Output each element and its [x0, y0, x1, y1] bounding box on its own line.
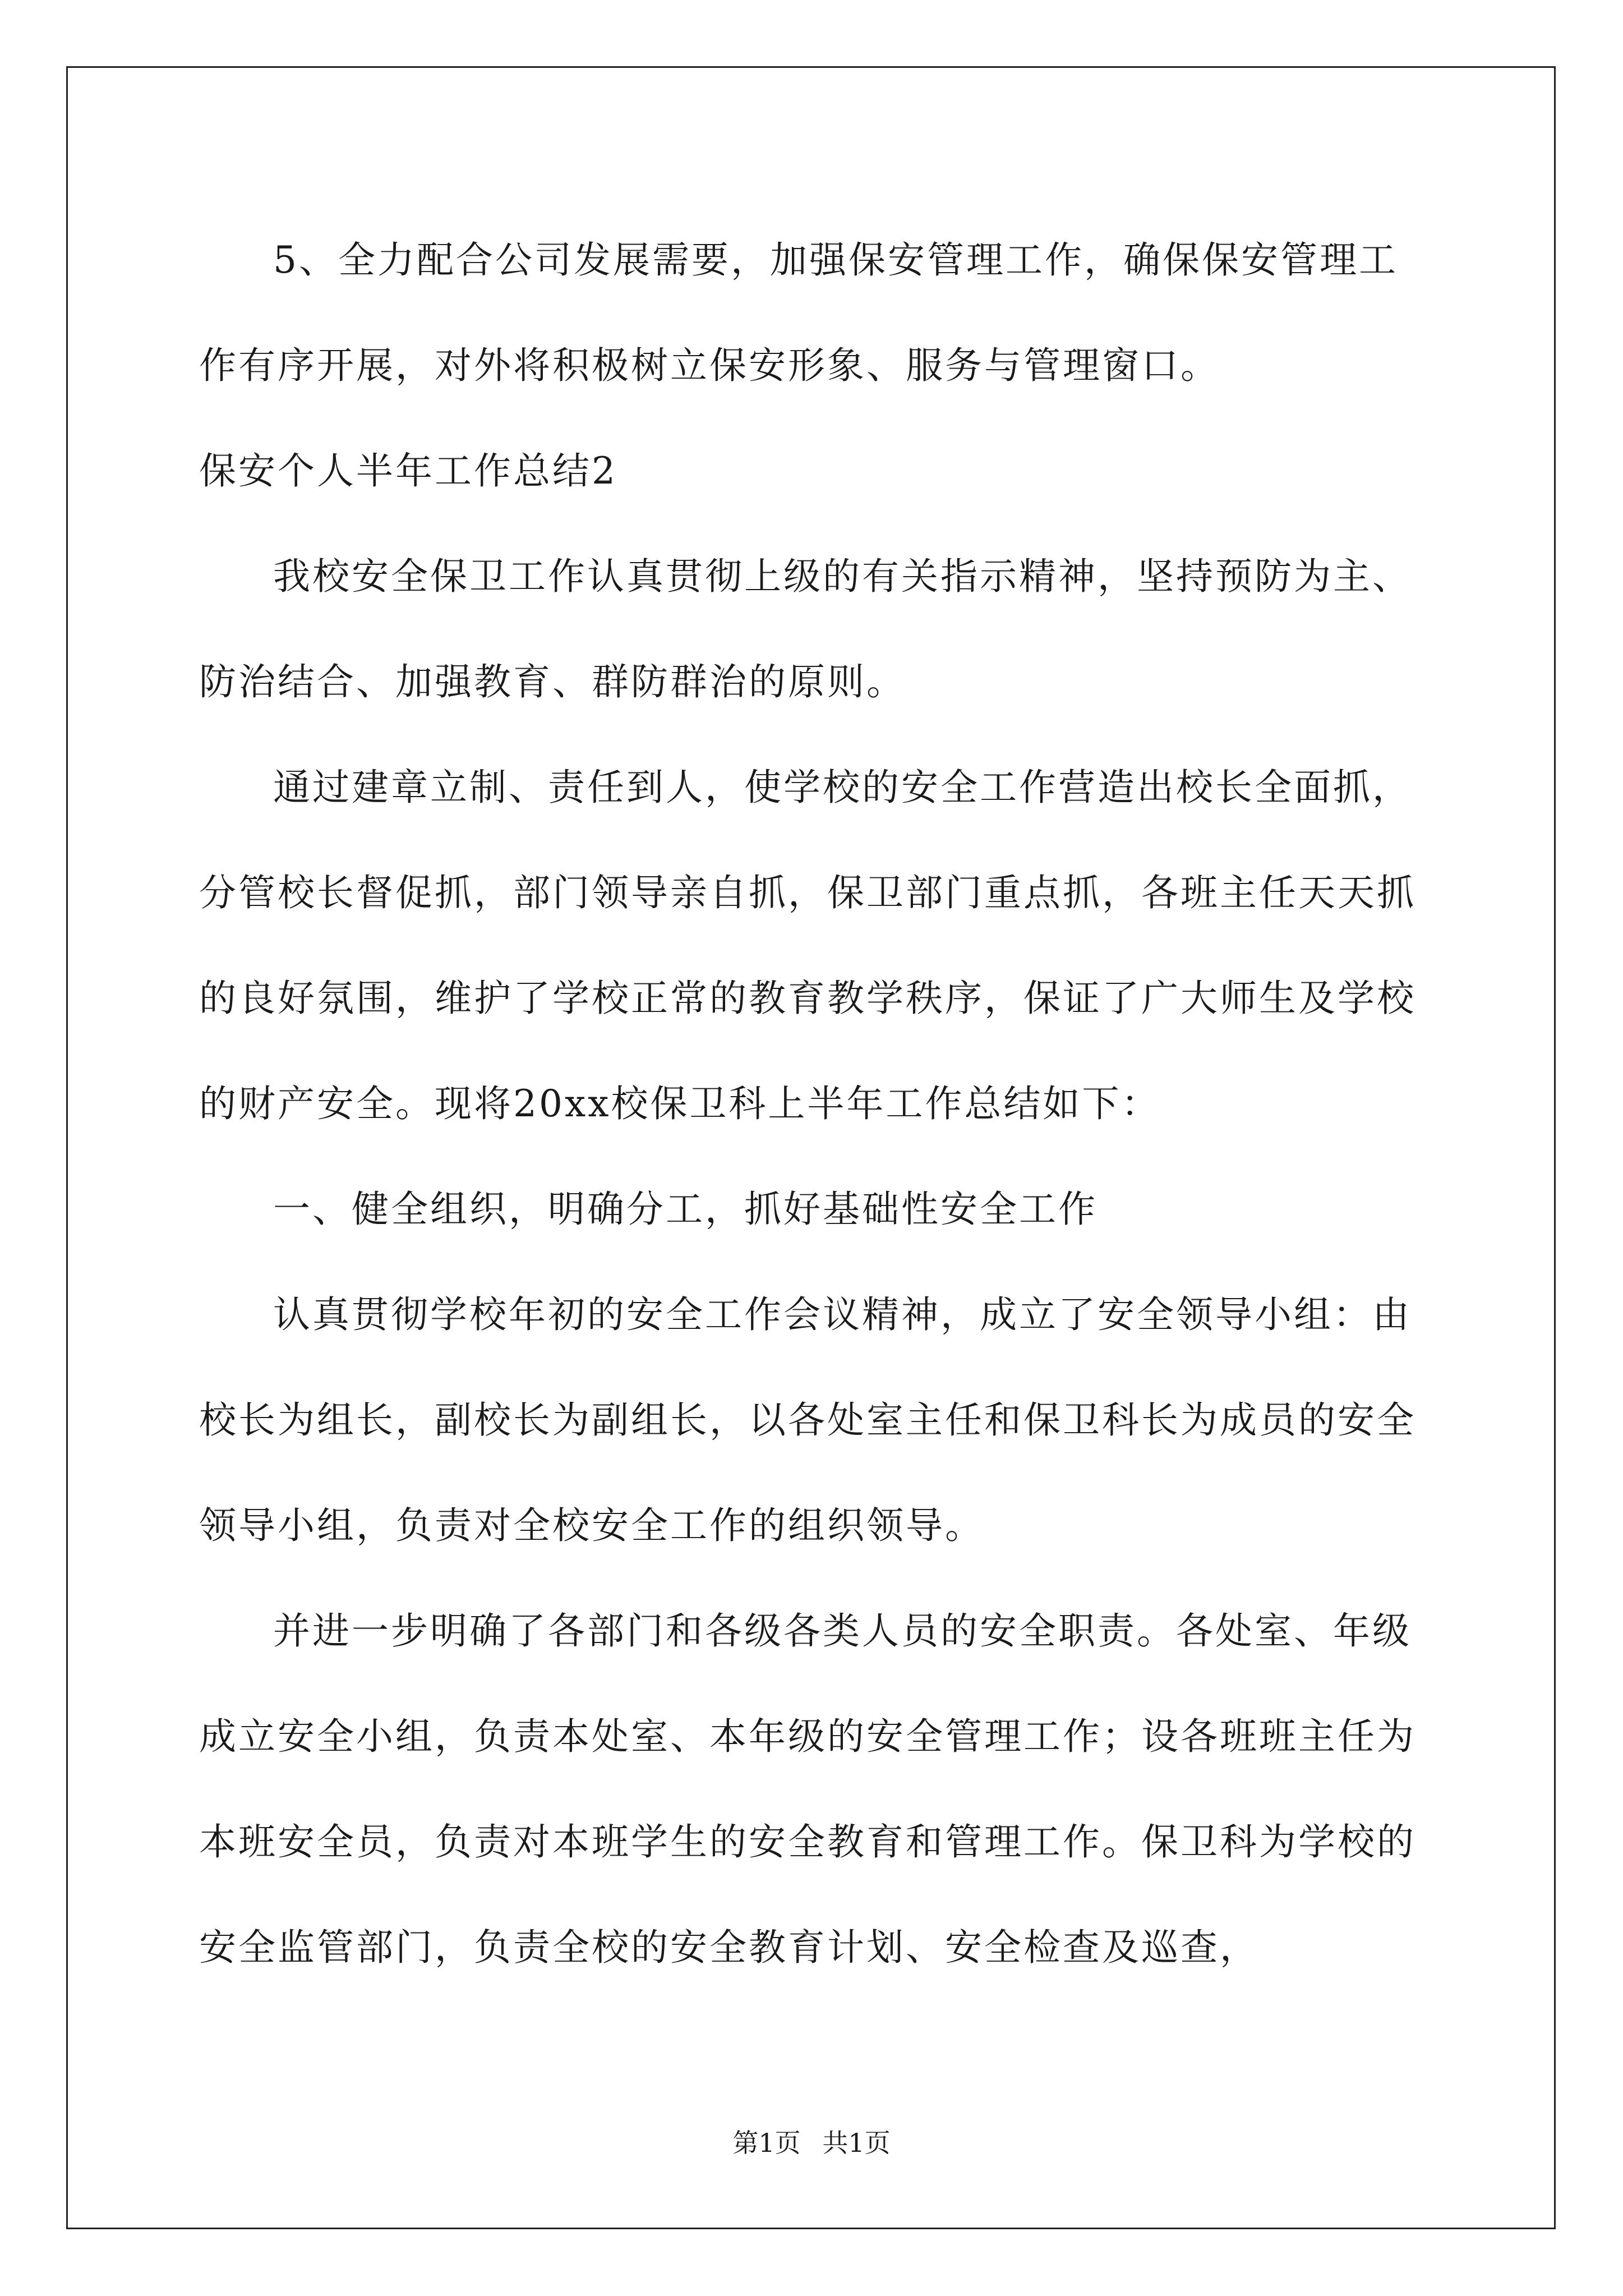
page-number-current: 第1页 [732, 2128, 801, 2158]
section-title: 保安个人半年工作总结2 [199, 449, 617, 493]
paragraph-5: 并进一步明确了各部门和各级各类人员的安全职责。各处室、年级成立安全小组，负责本处室、本年级的安全管理工作；设各班班主任为本班安全员，负责对本班学生的安全教育和管理工作。保卫科为学校的安全监管部门，负责全校的安全教育计划、安全检查及巡查， [199, 1609, 1416, 1969]
document-body [199, 208, 1424, 2000]
page-footer [0, 2126, 1623, 2160]
paragraph-3: 通过建章立制、责任到人，使学校的安全工作营造出校长全面抓，分管校长督促抓，部门领导亲自抓，保卫部门重点抓，各班主任天天抓的良好氛围，维护了学校正常的教育教学秩序，保证了广大师生及学校的财产安全。现将20xx校保卫科上半年工作总结如下： [199, 766, 1416, 1125]
paragraph-4: 认真贯彻学校年初的安全工作会议精神，成立了安全领导小组：由校长为组长，副校长为副组长，以各处室主任和保卫科长为成员的安全领导小组，负责对全校安全工作的组织领导。 [199, 1293, 1416, 1547]
paragraph-2: 我校安全保卫工作认真贯彻上级的有关指示精神，坚持预防为主、防治结合、加强教育、群防群治的原则。 [199, 555, 1412, 703]
subheading-1: 一、健全组织，明确分工，抓好基础性安全工作 [273, 1188, 1098, 1231]
paragraph-1: 5、全力配合公司发展需要，加强保安管理工作，确保保安管理工作有序开展，对外将积极树立保安形象、服务与管理窗口。 [199, 238, 1398, 387]
page-number-total: 共1页 [822, 2128, 891, 2158]
